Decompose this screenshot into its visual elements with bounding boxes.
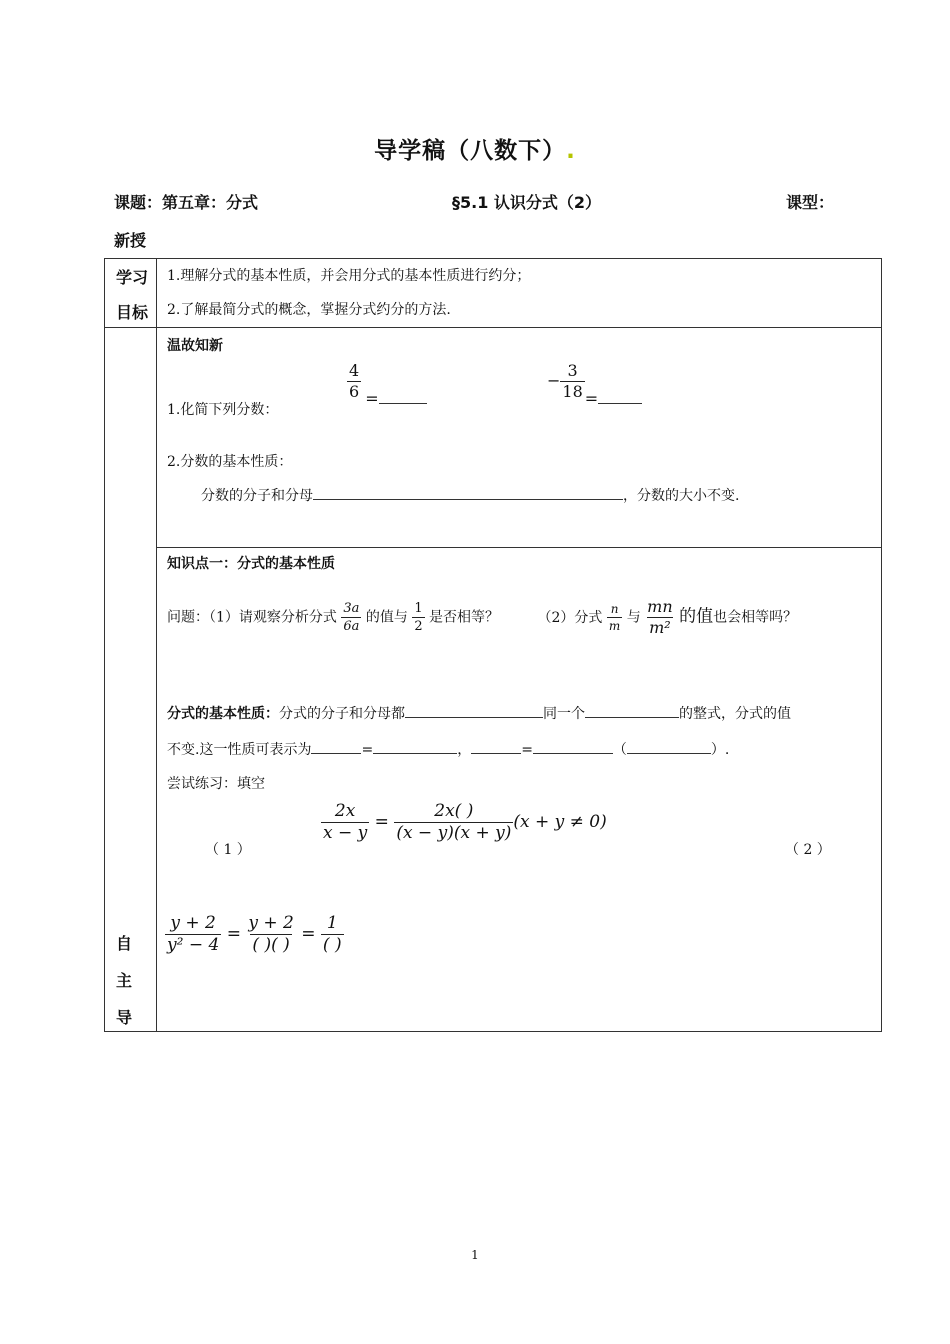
answer-blank[interactable] [405,703,543,718]
page-title: 导学稿（八数下）. [374,138,576,164]
lesson-type-label: 课型： [786,193,835,212]
answer-blank[interactable] [373,739,457,754]
review-q2-text: 分数的分子和分母 ，分数的大小不变. [201,485,739,505]
lesson-topic: 课题：第五章：分式 [114,193,259,212]
answer-blank[interactable] [533,739,613,754]
lesson-section: §5.1 认识分式（2） [452,193,602,212]
answer-blank[interactable] [598,389,642,404]
goal-item-2: 2.了解最简分式的概念，掌握分式约分的方法. [167,302,451,318]
answer-blank[interactable] [311,739,361,754]
lesson-type-value: 新授 [114,231,147,250]
review-fraction-1: $\frac{4}{6}$ = [347,363,427,400]
exercise-1-label: （ 1 ） [205,842,251,858]
review-heading: 温故知新 [167,338,223,354]
side-label: 自 主 导 [116,934,133,1027]
goal-item-1: 1.理解分式的基本性质，并会用分式的基本性质进行约分； [167,268,531,284]
review-fraction-2: − $\frac{3}{18}$ = [547,363,642,400]
knowledge-heading: 知识点一：分式的基本性质 [167,556,335,572]
exercise-2-equation: $\frac{y + 2}{\text{y² − 4}}$ = y + 2 ( )( ) = 1 ( ) [167,913,342,955]
row-divider [105,327,881,328]
answer-blank[interactable] [313,485,623,500]
page-number: 1 [471,1248,479,1262]
column-divider [156,259,157,1031]
lesson-table [104,258,882,1032]
property-statement: 分式的基本性质：分式的分子和分母都 同一个 的整式，分式的值 [167,703,791,723]
review-q1-label: 1.化简下列分数： [167,402,279,418]
answer-blank[interactable] [585,703,679,718]
exercise-2-label: （ 2 ） [785,842,831,858]
answer-blank[interactable] [379,389,427,404]
exercise-1-equation: $\frac{2x}{x - y}$ = $\frac{2x( )}{(x - y)(x + y)}$ (x + y ≠ 0) [323,801,607,843]
review-q2-label: 2.分数的基本性质： [167,454,293,470]
goals-label: 学习 目标 [116,268,149,322]
practice-heading: 尝试练习：填空 [167,776,265,792]
knowledge-question: 问题：（1）请观察分析分式 $\frac{3a}{6a}$ 的值与 $\frac{1}{2}$ 是否相等？ （2）分式 $\frac{n}{m}$ 与 $\frac{mn}{\text{m²}}$ 的值也会相等吗？ [167,597,798,637]
answer-blank[interactable] [471,739,521,754]
property-formula: 不变.这一性质可表示为 = ， = （ ）. [167,739,729,759]
row-divider [156,547,881,548]
answer-blank[interactable] [627,739,711,754]
